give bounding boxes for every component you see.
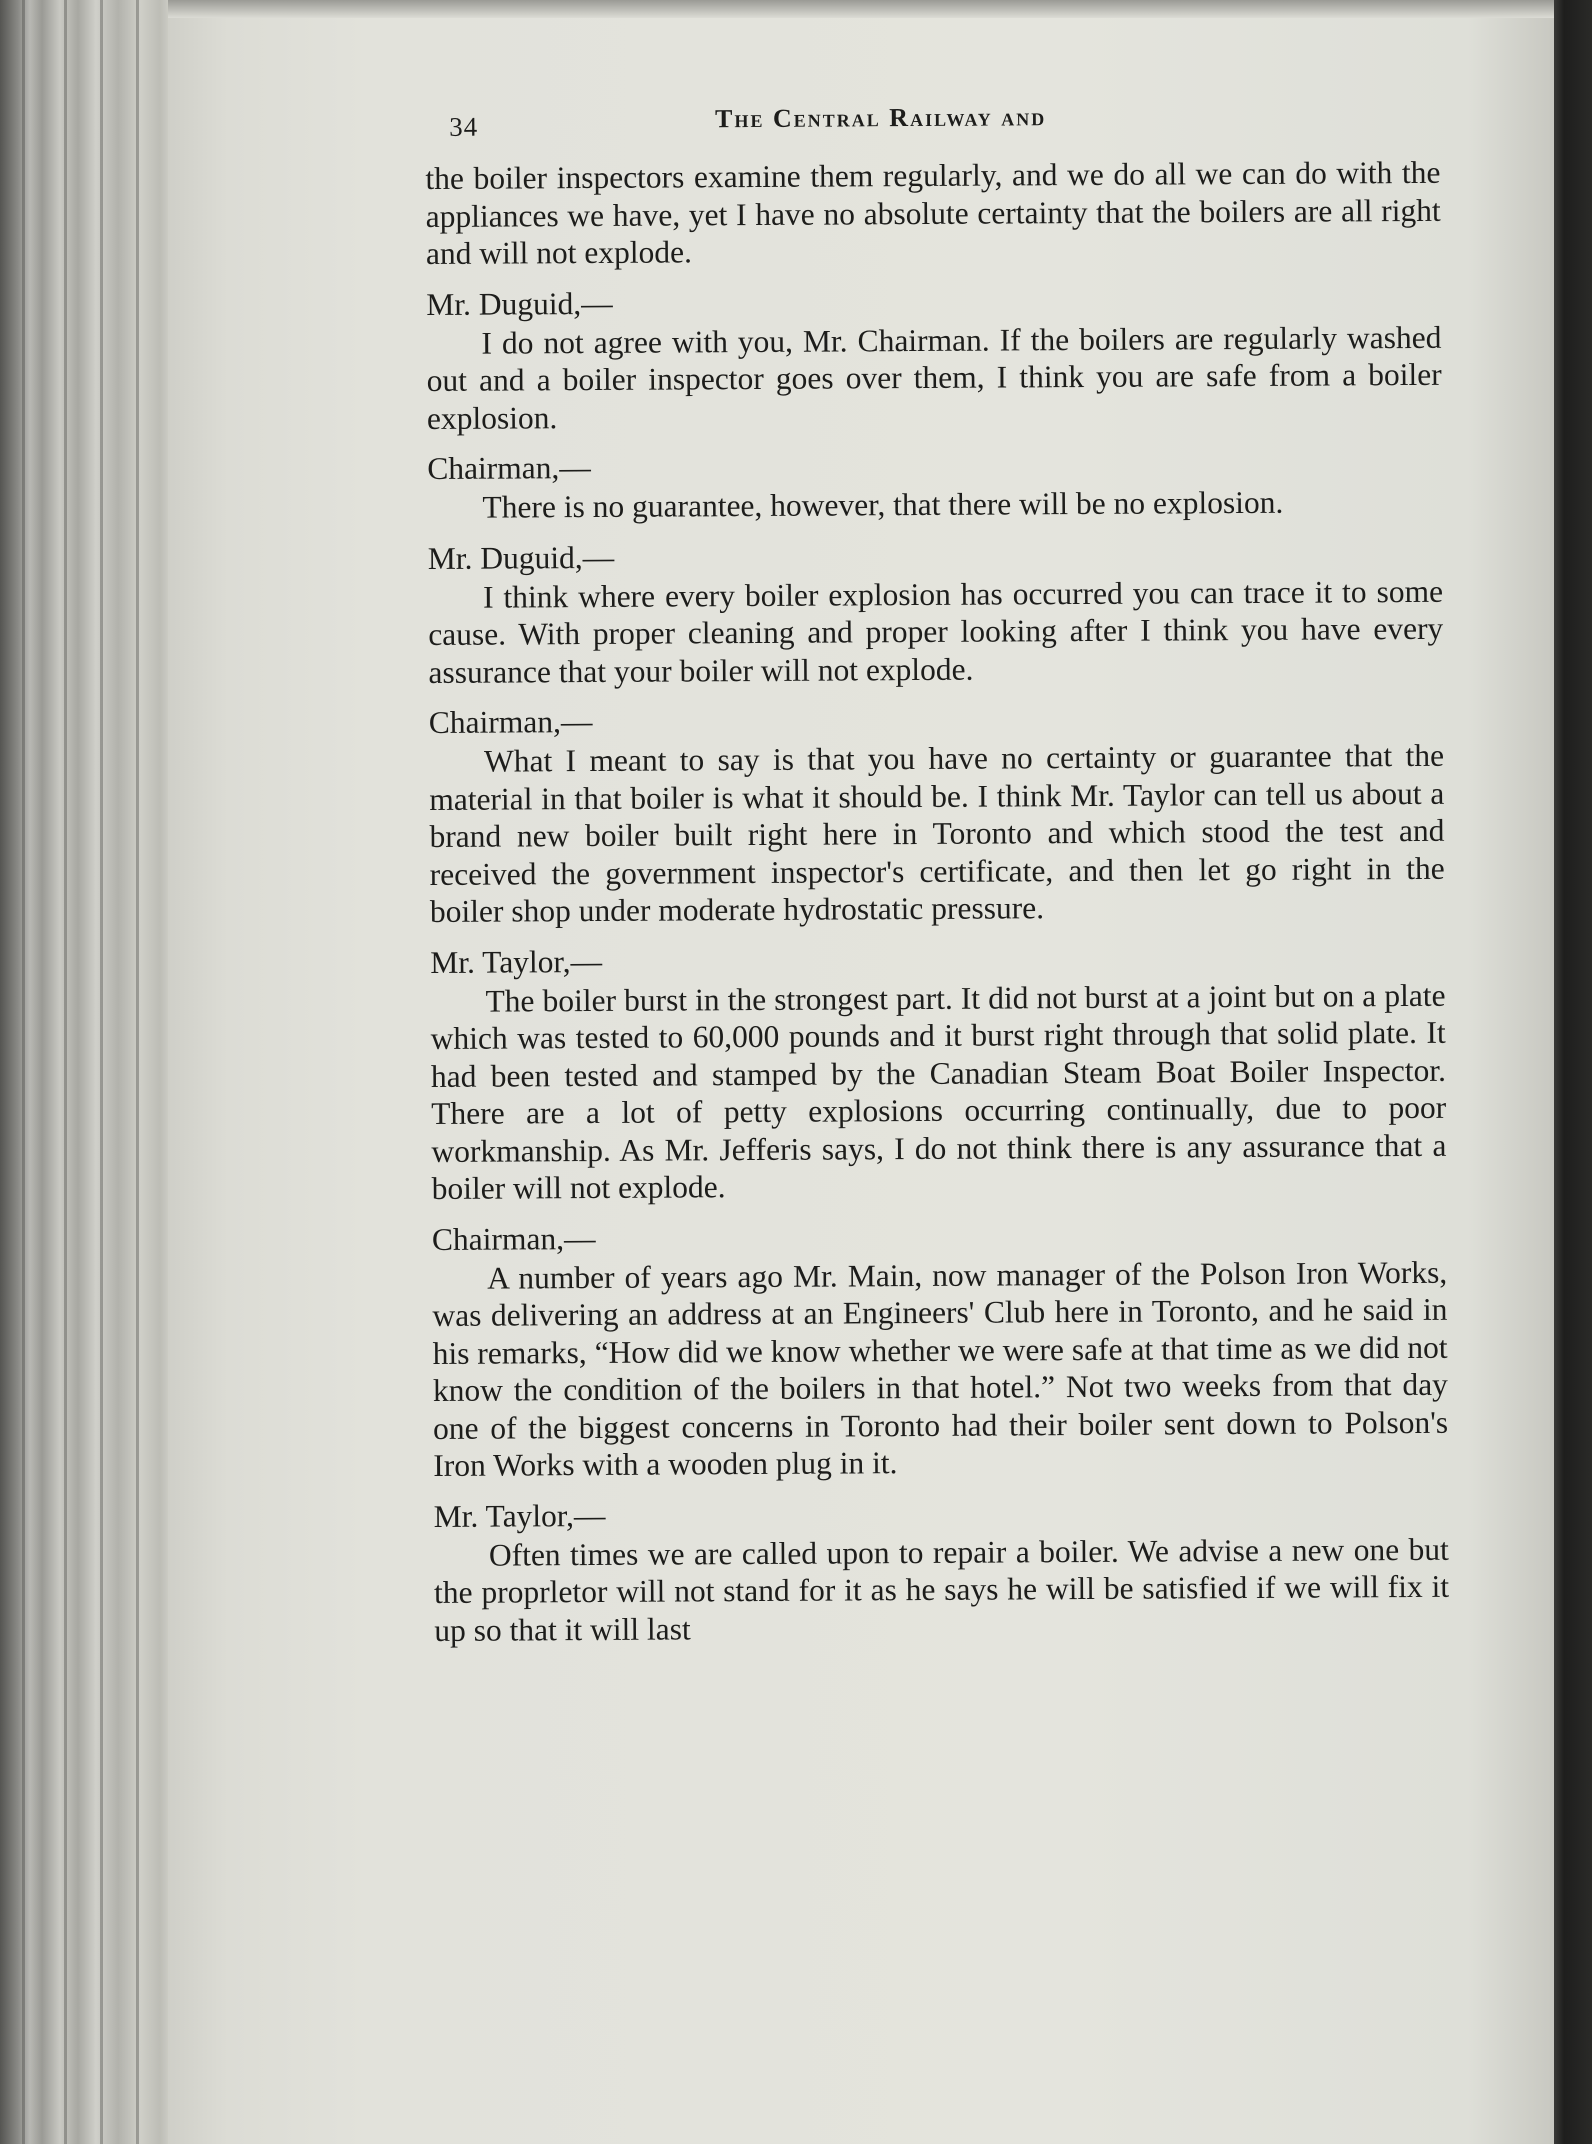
page-top-edge — [168, 0, 1554, 18]
running-title: The Central Railway and — [715, 102, 1047, 134]
binding-edge-line — [100, 0, 103, 2144]
speech-paragraph: I think where every boiler explosion has occurred you can trace it to some cause. With proper cleaning and proper looking after I think you have every assurance that your boiler will not explode. — [428, 573, 1444, 690]
binding-edge-line — [22, 0, 25, 2144]
speaker-label: Chairman,— — [428, 703, 593, 740]
binding-edge-line — [136, 0, 139, 2144]
speaker-label: Mr. Taylor,— — [430, 943, 603, 980]
page-text-block — [425, 94, 1449, 1649]
binding-edge-line — [64, 0, 67, 2144]
speaker-label: Mr. Taylor,— — [433, 1497, 606, 1534]
speech-paragraph: Often times we are called upon to repair a boiler. We advise a new one but the proprletor will not stand for it as he says he will be satisfied if we will fix it up so that it will last — [434, 1531, 1450, 1648]
body-text — [425, 154, 1449, 1649]
speech-paragraph: The boiler burst in the strongest part. It did not burst at a joint but on a plate which was tested to 60,000 pounds and it burst right through that solid plate. It had been tested and stamped by the Canadian Steam Boat Boiler Inspector. There are a lot of petty explosions occurring continually, due to poor workmanship. As Mr. Jefferis says, I do not think there is any assurance that a boiler will not explode. — [430, 977, 1447, 1206]
speech-paragraph: There is no guarantee, however, that there will be no explosion. — [482, 484, 1284, 525]
running-head — [425, 94, 1440, 160]
page-number: 34 — [449, 111, 479, 142]
speaker-label: Mr. Duguid,— — [427, 539, 615, 576]
speaker-label: Mr. Duguid,— — [426, 285, 613, 322]
speech-paragraph: I do not agree with you, Mr. Chairman. If the boilers are regularly washed out and a boiler inspector goes over them, I think you are safe from a boiler explosion. — [426, 319, 1442, 436]
page-right-edge — [1554, 0, 1592, 2144]
speech-paragraph: A number of years ago Mr. Main, now manager of the Polson Iron Works, was delivering an address at an Engineers' Club here in Toronto, and he said in his remarks, “How did we know whether we were safe at that time as we did not know the condition of the boilers in that hotel.” Not two weeks from that day one of the biggest concerns in Toronto had their boiler sent down to Polson's Iron Works with a wooden plug in it. — [432, 1254, 1449, 1483]
speech-paragraph: What I meant to say is that you have no certainty or guarantee that the material in that boiler is what it should be. I think Mr. Taylor can tell us about a brand new boiler built right here in Toronto and which stood the test and received the government inspector's certificate, and then let go right in the boiler shop under moderate hydrostatic pressure. — [429, 737, 1445, 929]
book-binding — [0, 0, 175, 2144]
speaker-label: Chairman,— — [431, 1220, 596, 1257]
opening-paragraph: the boiler inspectors examine them regularly, and we do all we can do with the appliances we have, yet I have no absolute certainty that the boilers are all right and will not explode. — [425, 154, 1441, 271]
speaker-label: Chairman,— — [427, 449, 591, 486]
